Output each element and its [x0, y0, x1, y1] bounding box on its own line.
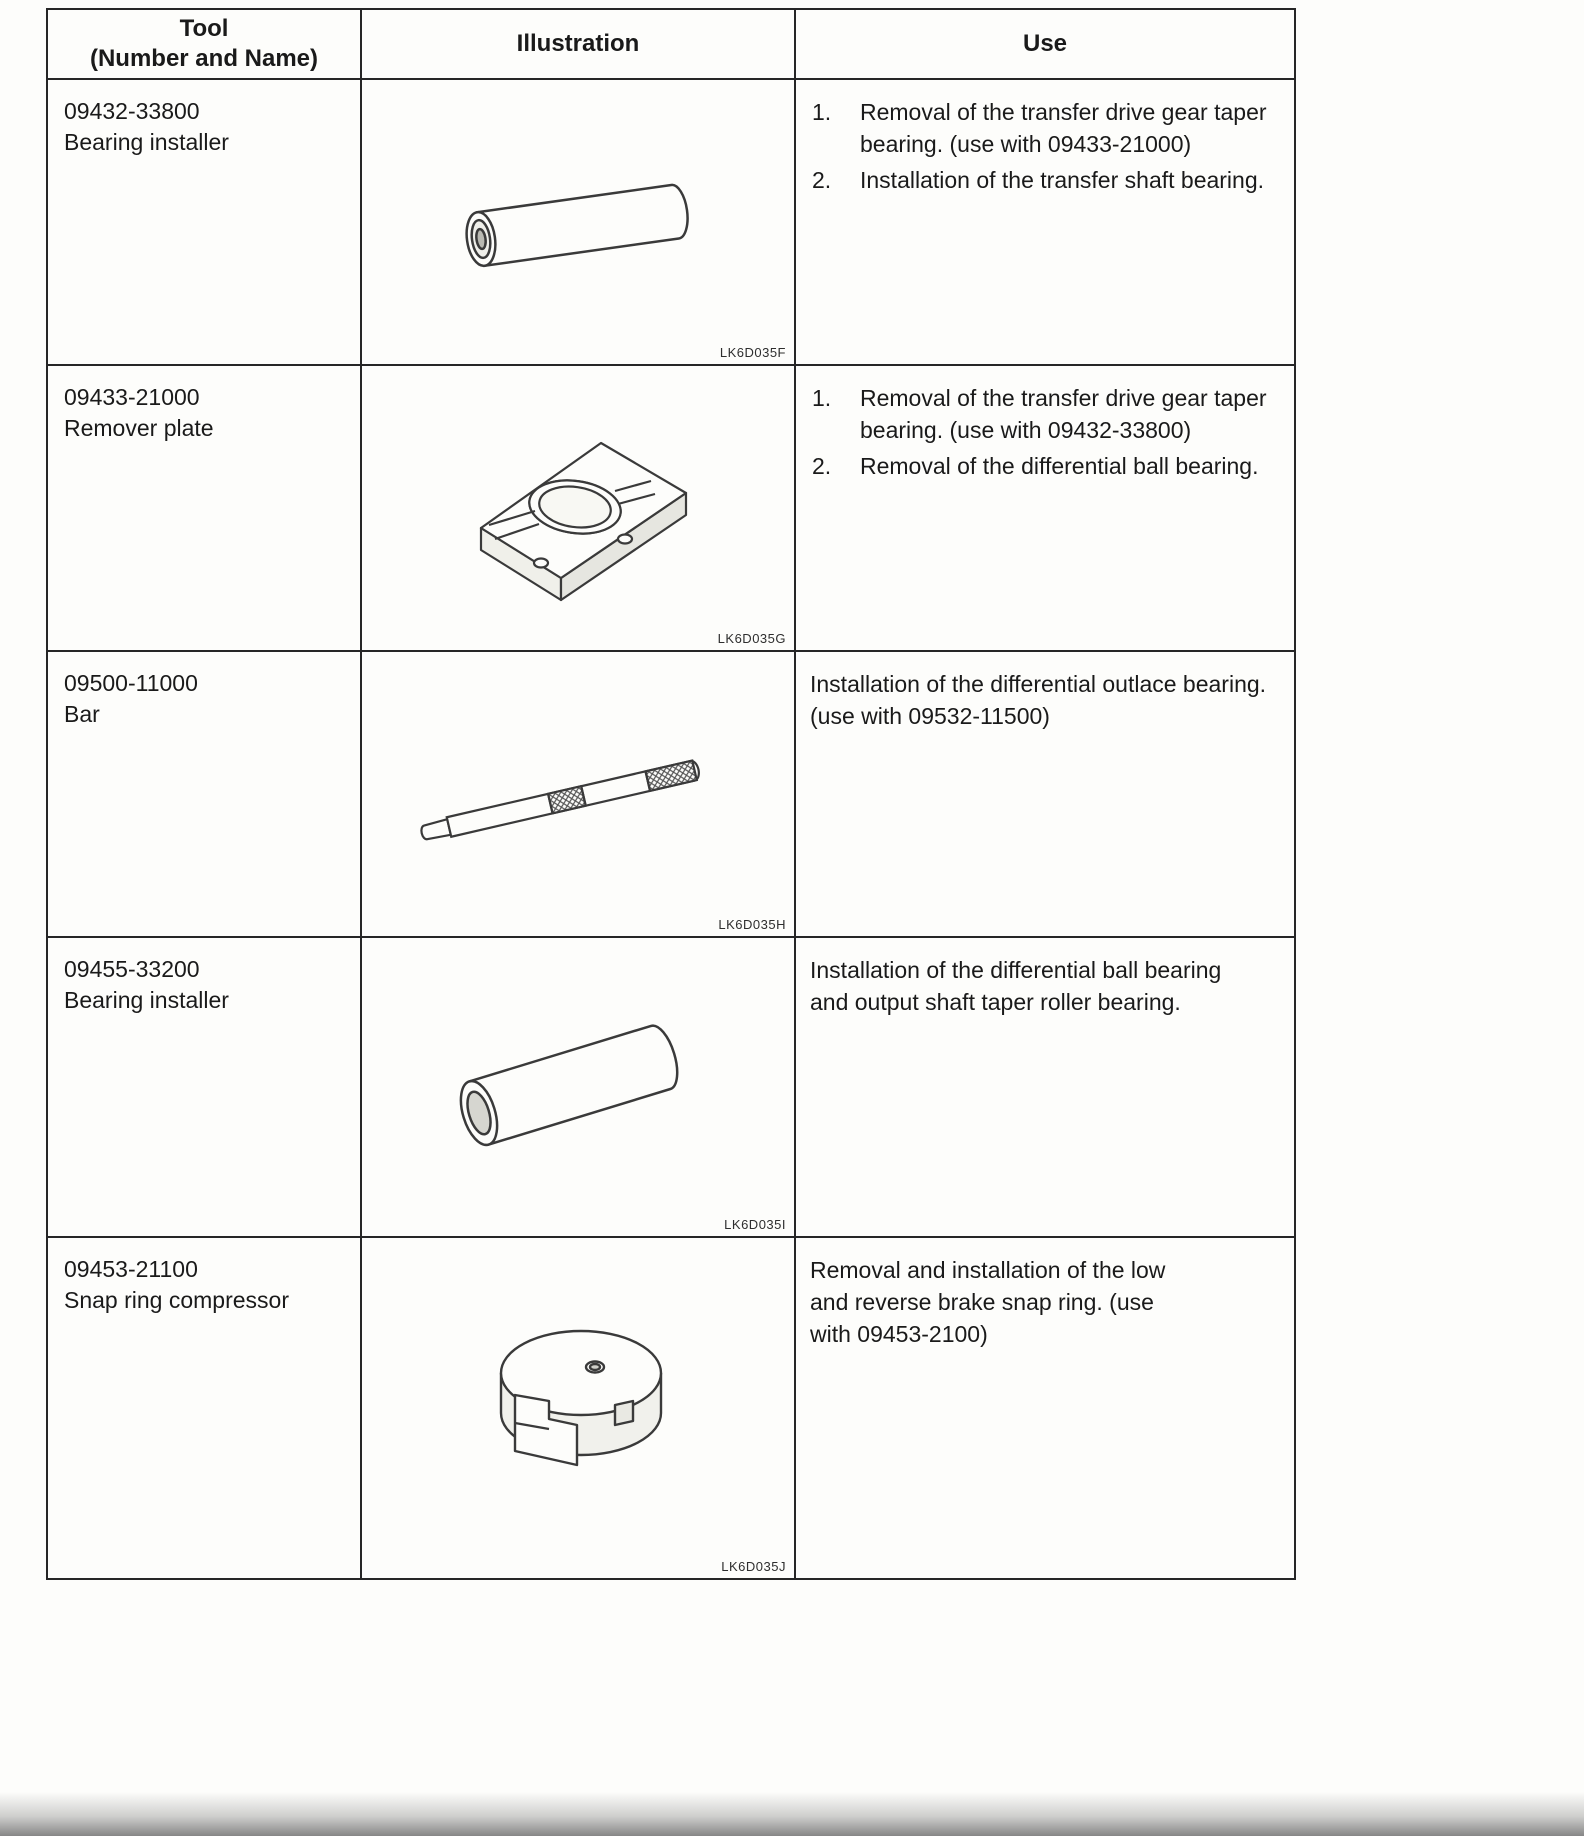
tool-name: Remover plate	[64, 415, 214, 442]
use-cell	[795, 365, 1295, 651]
use-item	[810, 164, 1282, 196]
use-text: and output shaft taper roller bearing.	[810, 989, 1181, 1016]
figure-code: LK6D035H	[718, 917, 786, 932]
use-text: Installation of the differential outlace bearing.	[810, 671, 1267, 697]
use-item	[810, 450, 1282, 482]
special-tools-table	[46, 8, 1296, 1580]
use-item-number: 2.	[812, 167, 832, 194]
illustration-cell	[361, 651, 795, 937]
use-item-text: Installation of the transfer shaft bearing.	[860, 167, 1265, 194]
use-cell	[795, 79, 1295, 365]
header-use: Use	[795, 9, 1295, 79]
illustration-cell	[361, 365, 795, 651]
use-text: (use with 09532-11500)	[810, 703, 1050, 730]
use-item-number: 1.	[812, 385, 832, 411]
use-item-text: Removal of the transfer drive gear taper bearing. (use with 09432-33800)	[860, 385, 1267, 444]
tool-cell	[47, 79, 361, 365]
use-cell	[795, 651, 1295, 937]
tool-number: 09500-11000	[64, 670, 198, 696]
bearing-installer-tube-icon	[363, 945, 793, 1229]
table-header-row	[47, 9, 1295, 79]
figure-code: LK6D035J	[721, 1559, 786, 1574]
header-tool-line1: Tool	[179, 15, 229, 42]
use-item	[810, 96, 1282, 160]
figure-code: LK6D035I	[724, 1217, 786, 1232]
tool-cell	[47, 937, 361, 1237]
tool-name: Bar	[64, 701, 100, 728]
use-text: and reverse brake snap ring. (use	[810, 1289, 1154, 1316]
figure-code: LK6D035F	[719, 345, 786, 360]
use-item	[810, 382, 1282, 446]
use-text: Installation of the differential ball bearing	[810, 957, 1222, 983]
figure-code: LK6D035G	[717, 631, 786, 646]
table-row	[47, 1237, 1295, 1579]
tool-name: Bearing installer	[64, 129, 229, 156]
tool-number: 09453-21100	[64, 1256, 198, 1282]
use-cell	[795, 937, 1295, 1237]
table-row	[47, 79, 1295, 365]
tool-number: 09455-33200	[64, 956, 200, 982]
illustration-cell	[361, 1237, 795, 1579]
use-cell	[795, 1237, 1295, 1579]
tool-number: 09432-33800	[64, 98, 200, 124]
use-item-number: 2.	[812, 453, 832, 480]
header-tool	[47, 9, 361, 79]
tool-number: 09433-21000	[64, 384, 200, 410]
use-item-number: 1.	[812, 99, 832, 125]
illustration-cell	[361, 937, 795, 1237]
tool-cell	[47, 1237, 361, 1579]
table-row	[47, 937, 1295, 1237]
bearing-installer-tube-icon	[363, 87, 793, 357]
use-item-text: Removal of the transfer drive gear taper bearing. (use with 09433-21000)	[860, 99, 1267, 158]
table-row	[47, 365, 1295, 651]
use-text: Removal and installation of the low	[810, 1257, 1166, 1283]
knurled-bar-icon	[363, 659, 793, 929]
use-item-text: Removal of the differential ball bearing.	[860, 453, 1259, 480]
header-tool-line2: (Number and Name)	[89, 45, 319, 72]
header-illustration: Illustration	[361, 9, 795, 79]
illustration-cell	[361, 79, 795, 365]
scan-artifact-band	[0, 1792, 1584, 1836]
tool-cell	[47, 651, 361, 937]
tool-name: Bearing installer	[64, 987, 229, 1014]
tool-cell	[47, 365, 361, 651]
snap-ring-compressor-icon	[363, 1253, 793, 1563]
table-row	[47, 651, 1295, 937]
tool-name: Snap ring compressor	[64, 1287, 289, 1314]
remover-plate-icon	[363, 373, 793, 643]
use-text: with 09453-2100)	[810, 1321, 988, 1348]
